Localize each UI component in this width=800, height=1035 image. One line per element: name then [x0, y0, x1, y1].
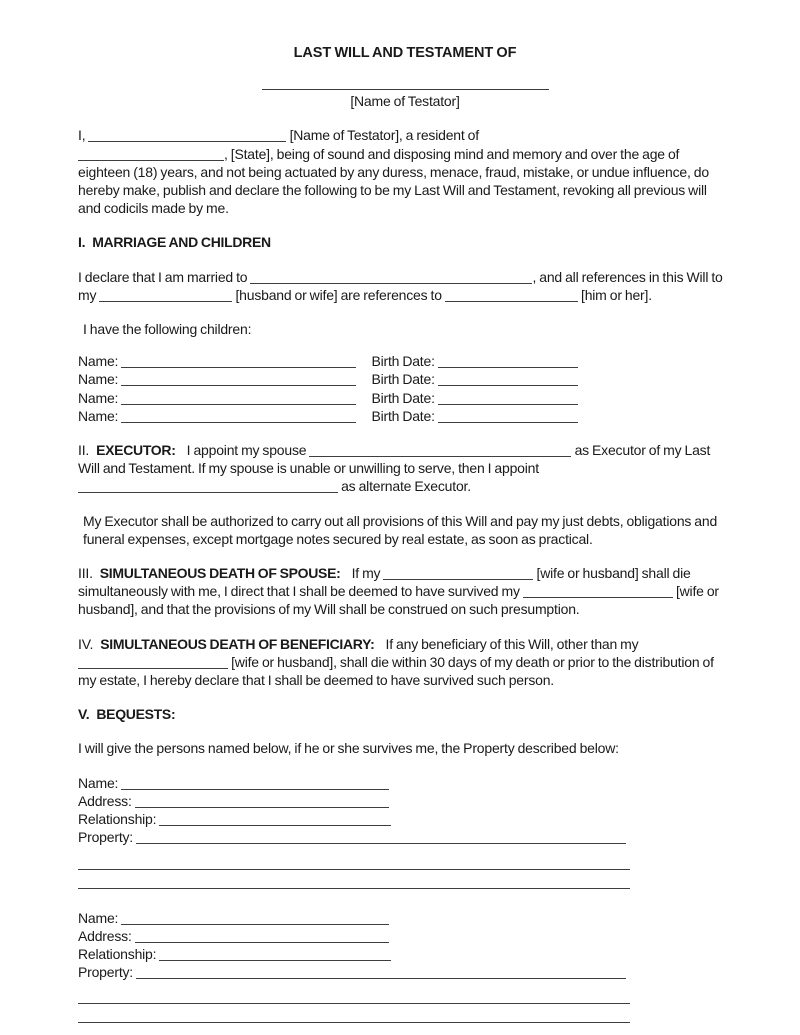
married-text-pre: I declare that I am married to — [78, 268, 248, 285]
child-row — [78, 389, 732, 407]
beneficiary-property-label: Property: — [78, 964, 133, 981]
child-name-label: Name: — [78, 407, 119, 424]
children-list — [78, 352, 732, 425]
spouse-role-field-4 — [78, 656, 228, 669]
property-continuation-line — [78, 1004, 630, 1023]
section-1-title: MARRIAGE AND CHILDREN — [92, 234, 271, 251]
married-text-mid2: [husband or wife] are references to — [235, 286, 442, 303]
beneficiary-name-label: Name: — [78, 774, 119, 791]
section-1-number: I. — [78, 234, 86, 251]
opening-text-rest: , [State], being of sound and disposing mind and memory and over the age of eighteen (18) years, and not being actuated by any duress, menace, fraud, mistake, or undue influence, do hereby make, publish and declare the following to be my Last Will and Testament, revoking all previous will and codicils made by me. — [78, 145, 709, 217]
executor-duties: My Executor shall be authorized to carry out all provisions of this Will and pay my just debts, obligations and funeral expenses, except mortgage notes secured by real estate, as soon as practical. — [83, 512, 718, 547]
spouse-role-field-2 — [383, 567, 533, 580]
beneficiary-name-field — [121, 912, 389, 925]
child-birthdate-field — [438, 355, 578, 368]
spouse-death-text-seg3: [wife or husband], and that the provisions of my Will shall be construed on such presumption. — [78, 583, 719, 618]
marriage-declaration — [78, 268, 732, 304]
beneficiary-address-row — [78, 792, 732, 810]
property-continuation-line — [78, 870, 630, 889]
beneficiary-address-label: Address: — [78, 927, 132, 944]
executor-text-seg1: I appoint my spouse — [186, 442, 307, 459]
section-4-number: IV. — [78, 635, 94, 652]
beneficiary-address-row — [78, 927, 732, 945]
opening-text-pre: I, — [78, 127, 86, 144]
section-marriage-children-heading — [78, 233, 732, 251]
beneficiary-address-field — [135, 795, 389, 808]
child-name-field — [121, 355, 356, 368]
child-name-label: Name: — [78, 371, 119, 388]
state-field — [78, 148, 224, 161]
executor-text-seg2: as Executor of my Last Will and Testament. If my spouse is unable or unwilling to serve, then I appoint — [78, 442, 711, 477]
beneficiary-name-field — [121, 777, 389, 790]
section-4-title: SIMULTANEOUS DEATH OF BENEFICIARY: — [100, 635, 375, 652]
child-row — [78, 407, 732, 425]
alternate-executor-field — [78, 480, 338, 493]
spouse-role-field — [99, 289, 232, 302]
child-row — [78, 352, 732, 370]
section-5-title: BEQUESTS: — [96, 706, 176, 723]
child-name-label: Name: — [78, 353, 119, 370]
child-birthdate-label: Birth Date: — [371, 407, 435, 424]
spouse-death-text-seg2: [wife or husband] shall die simultaneously with me, I direct that I shall be deemed to have survived my — [78, 565, 691, 600]
children-intro: I have the following children: — [83, 321, 252, 338]
testator-name-caption: [Name of Testator] — [350, 93, 460, 110]
beneficiary-relationship-label: Relationship: — [78, 811, 157, 828]
beneficiary-property-row — [78, 963, 732, 981]
beneficiary-address-field — [135, 930, 389, 943]
section-simultaneous-death-spouse — [78, 564, 732, 619]
child-birthdate-label: Birth Date: — [371, 389, 435, 406]
executor-name-field — [309, 444, 571, 457]
opening-declaration — [78, 126, 732, 217]
section-2-number: II. — [78, 442, 90, 459]
beneficiary-death-text-seg1: If any beneficiary of this Will, other than my — [385, 635, 639, 652]
section-3-number: III. — [78, 565, 93, 582]
beneficiary-relationship-field — [159, 813, 391, 826]
section-bequests-heading — [78, 705, 732, 723]
section-3-title: SIMULTANEOUS DEATH OF SPOUSE: — [99, 565, 341, 582]
beneficiary-block — [78, 774, 732, 889]
beneficiary-property-field — [136, 831, 626, 844]
section-executor — [78, 441, 732, 496]
spouse-name-field — [250, 271, 532, 284]
section-simultaneous-death-beneficiary — [78, 635, 732, 690]
section-2-title: EXECUTOR: — [96, 442, 176, 459]
bequests-intro: I will give the persons named below, if he or she survives me, the Property described below: — [78, 740, 619, 757]
child-birthdate-field — [438, 373, 578, 386]
spouse-death-text-seg1: If my — [351, 565, 381, 582]
executor-text-seg3: as alternate Executor. — [341, 478, 471, 495]
beneficiary-block — [78, 909, 732, 1024]
child-birthdate-field — [438, 410, 578, 423]
child-row — [78, 370, 732, 388]
beneficiary-name-row — [78, 774, 732, 792]
child-birthdate-field — [438, 392, 578, 405]
beneficiary-address-label: Address: — [78, 792, 132, 809]
child-name-field — [121, 373, 356, 386]
child-birthdate-label: Birth Date: — [371, 371, 435, 388]
opening-text-mid: [Name of Testator], a resident of — [289, 127, 479, 144]
beneficiary-death-text-seg2: [wife or husband], shall die within 30 days of my death or prior to the distribution of my estate, I hereby declare that I shall be deemed to have survived such person. — [78, 653, 714, 689]
child-name-label: Name: — [78, 389, 119, 406]
beneficiary-relationship-row — [78, 945, 732, 963]
testator-name-field — [88, 129, 286, 142]
beneficiary-relationship-row — [78, 810, 732, 828]
beneficiary-name-label: Name: — [78, 909, 119, 926]
property-continuation-line — [78, 985, 630, 1004]
child-name-field — [121, 410, 356, 423]
beneficiary-name-row — [78, 909, 732, 927]
spouse-role-field-3 — [523, 585, 673, 598]
property-continuation-line — [78, 851, 630, 870]
beneficiary-relationship-field — [159, 948, 391, 961]
married-text-mid: , and all references in this Will to my — [78, 268, 723, 303]
child-name-field — [121, 392, 356, 405]
beneficiary-property-label: Property: — [78, 829, 133, 846]
testator-name-blank-line — [262, 89, 549, 90]
document-title: LAST WILL AND TESTAMENT OF — [293, 45, 517, 61]
beneficiary-relationship-label: Relationship: — [78, 945, 157, 962]
section-5-number: V. — [78, 706, 90, 723]
spouse-reference-field — [445, 289, 578, 302]
child-birthdate-label: Birth Date: — [371, 353, 435, 370]
married-text-end: [him or her]. — [581, 286, 652, 303]
beneficiary-property-field — [136, 966, 626, 979]
beneficiary-property-row — [78, 828, 732, 846]
